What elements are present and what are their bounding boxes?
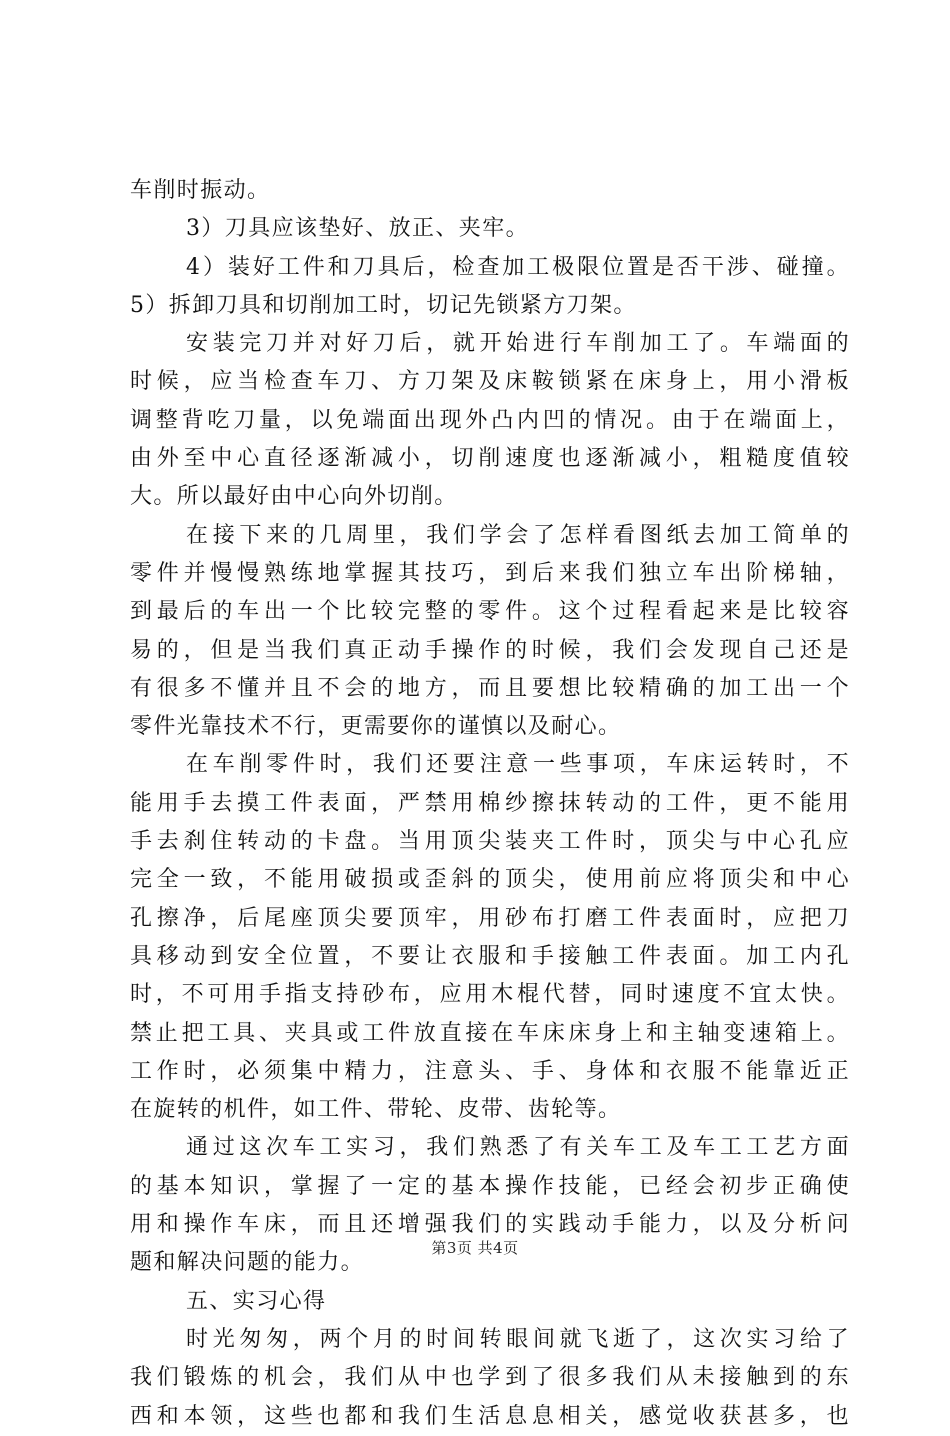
text-line: 在接下来的几周里，我们学会了怎样看图纸去加工简单的 [186, 522, 850, 548]
text-line: 时，不可用手指支持砂布，应用木棍代替，同时速度不宜太快。 [130, 982, 850, 1008]
text-line: 大。所以最好由中心向外切削。 [130, 484, 458, 510]
text-line: 能用手去摸工件表面，严禁用棉纱擦抹转动的工件，更不能用 [130, 790, 850, 816]
text-line: 易的，但是当我们真正动手操作的时候，我们会发现自己还是 [130, 637, 850, 663]
text-line: 手去刹住转动的卡盘。当用顶尖装夹工件时，顶尖与中心孔应 [130, 829, 850, 855]
text-line: 4）装好工件和刀具后，检查加工极限位置是否干涉、碰撞。 [186, 254, 850, 280]
text-line: 5）拆卸刀具和切削加工时，切记先锁紧方刀架。 [130, 292, 637, 318]
text-line: 时光匆匆，两个月的时间转眼间就飞逝了，这次实习给了 [186, 1326, 850, 1352]
text-line: 时候，应当检查车刀、方刀架及床鞍锁紧在床身上，用小滑板 [130, 369, 850, 395]
text-line: 禁止把工具、夹具或工件放直接在车床床身上和主轴变速箱上。 [130, 1020, 850, 1046]
text-line: 的基本知识，掌握了一定的基本操作技能，已经会初步正确使 [130, 1173, 850, 1199]
text-line: 五、实习心得 [186, 1288, 327, 1314]
text-line: 车削时振动。 [130, 178, 271, 203]
text-line: 题和解决问题的能力。 [130, 1250, 365, 1276]
text-line: 零件并慢慢熟练地掌握其技巧，到后来我们独立车出阶梯轴， [130, 560, 850, 586]
text-line: 有很多不懂并且不会的地方，而且要想比较精确的加工出一个 [130, 675, 850, 701]
text-line: 孔擦净，后尾座顶尖要顶牢，用砂布打磨工件表面时，应把刀 [130, 905, 850, 931]
text-line: 在车削零件时，我们还要注意一些事项，车床运转时，不 [186, 752, 850, 778]
text-line: 我们锻炼的机会，我们从中也学到了很多我们从未接触到的东 [130, 1365, 850, 1391]
text-line: 到最后的车出一个比较完整的零件。这个过程看起来是比较容 [130, 599, 850, 625]
text-line: 3）刀具应该垫好、放正、夹牢。 [186, 216, 529, 242]
text-line: 零件光靠技术不行，更需要你的谨慎以及耐心。 [130, 714, 622, 740]
text-line: 调整背吃刀量，以免端面出现外凸内凹的情况。由于在端面上， [130, 407, 850, 433]
text-line: 通过这次车工实习，我们熟悉了有关车工及车工工艺方面 [186, 1135, 850, 1161]
text-line: 具移动到安全位置，不要让衣服和手接触工件表面。加工内孔 [130, 943, 850, 969]
text-line: 工作时，必须集中精力，注意头、手、身体和衣服不能靠近正 [130, 1058, 850, 1084]
text-line: 在旋转的机件，如工件、带轮、皮带、齿轮等。 [130, 1097, 622, 1123]
text-line: 由外至中心直径逐渐减小，切削速度也逐渐减小，粗糙度值较 [130, 446, 850, 472]
text-line: 完全一致，不能用破损或歪斜的顶尖，使用前应将顶尖和中心 [130, 867, 850, 893]
text-line: 西和本领，这些也都和我们生活息息相关，感觉收获甚多，也 [130, 1403, 850, 1429]
page-footer: 第3页 共4页 [431, 1239, 519, 1257]
text-line: 用和操作车床，而且还增强我们的实践动手能力，以及分析问 [130, 1212, 850, 1238]
text-line: 安装完刀并对好刀后，就开始进行车削加工了。车端面的 [186, 331, 850, 357]
